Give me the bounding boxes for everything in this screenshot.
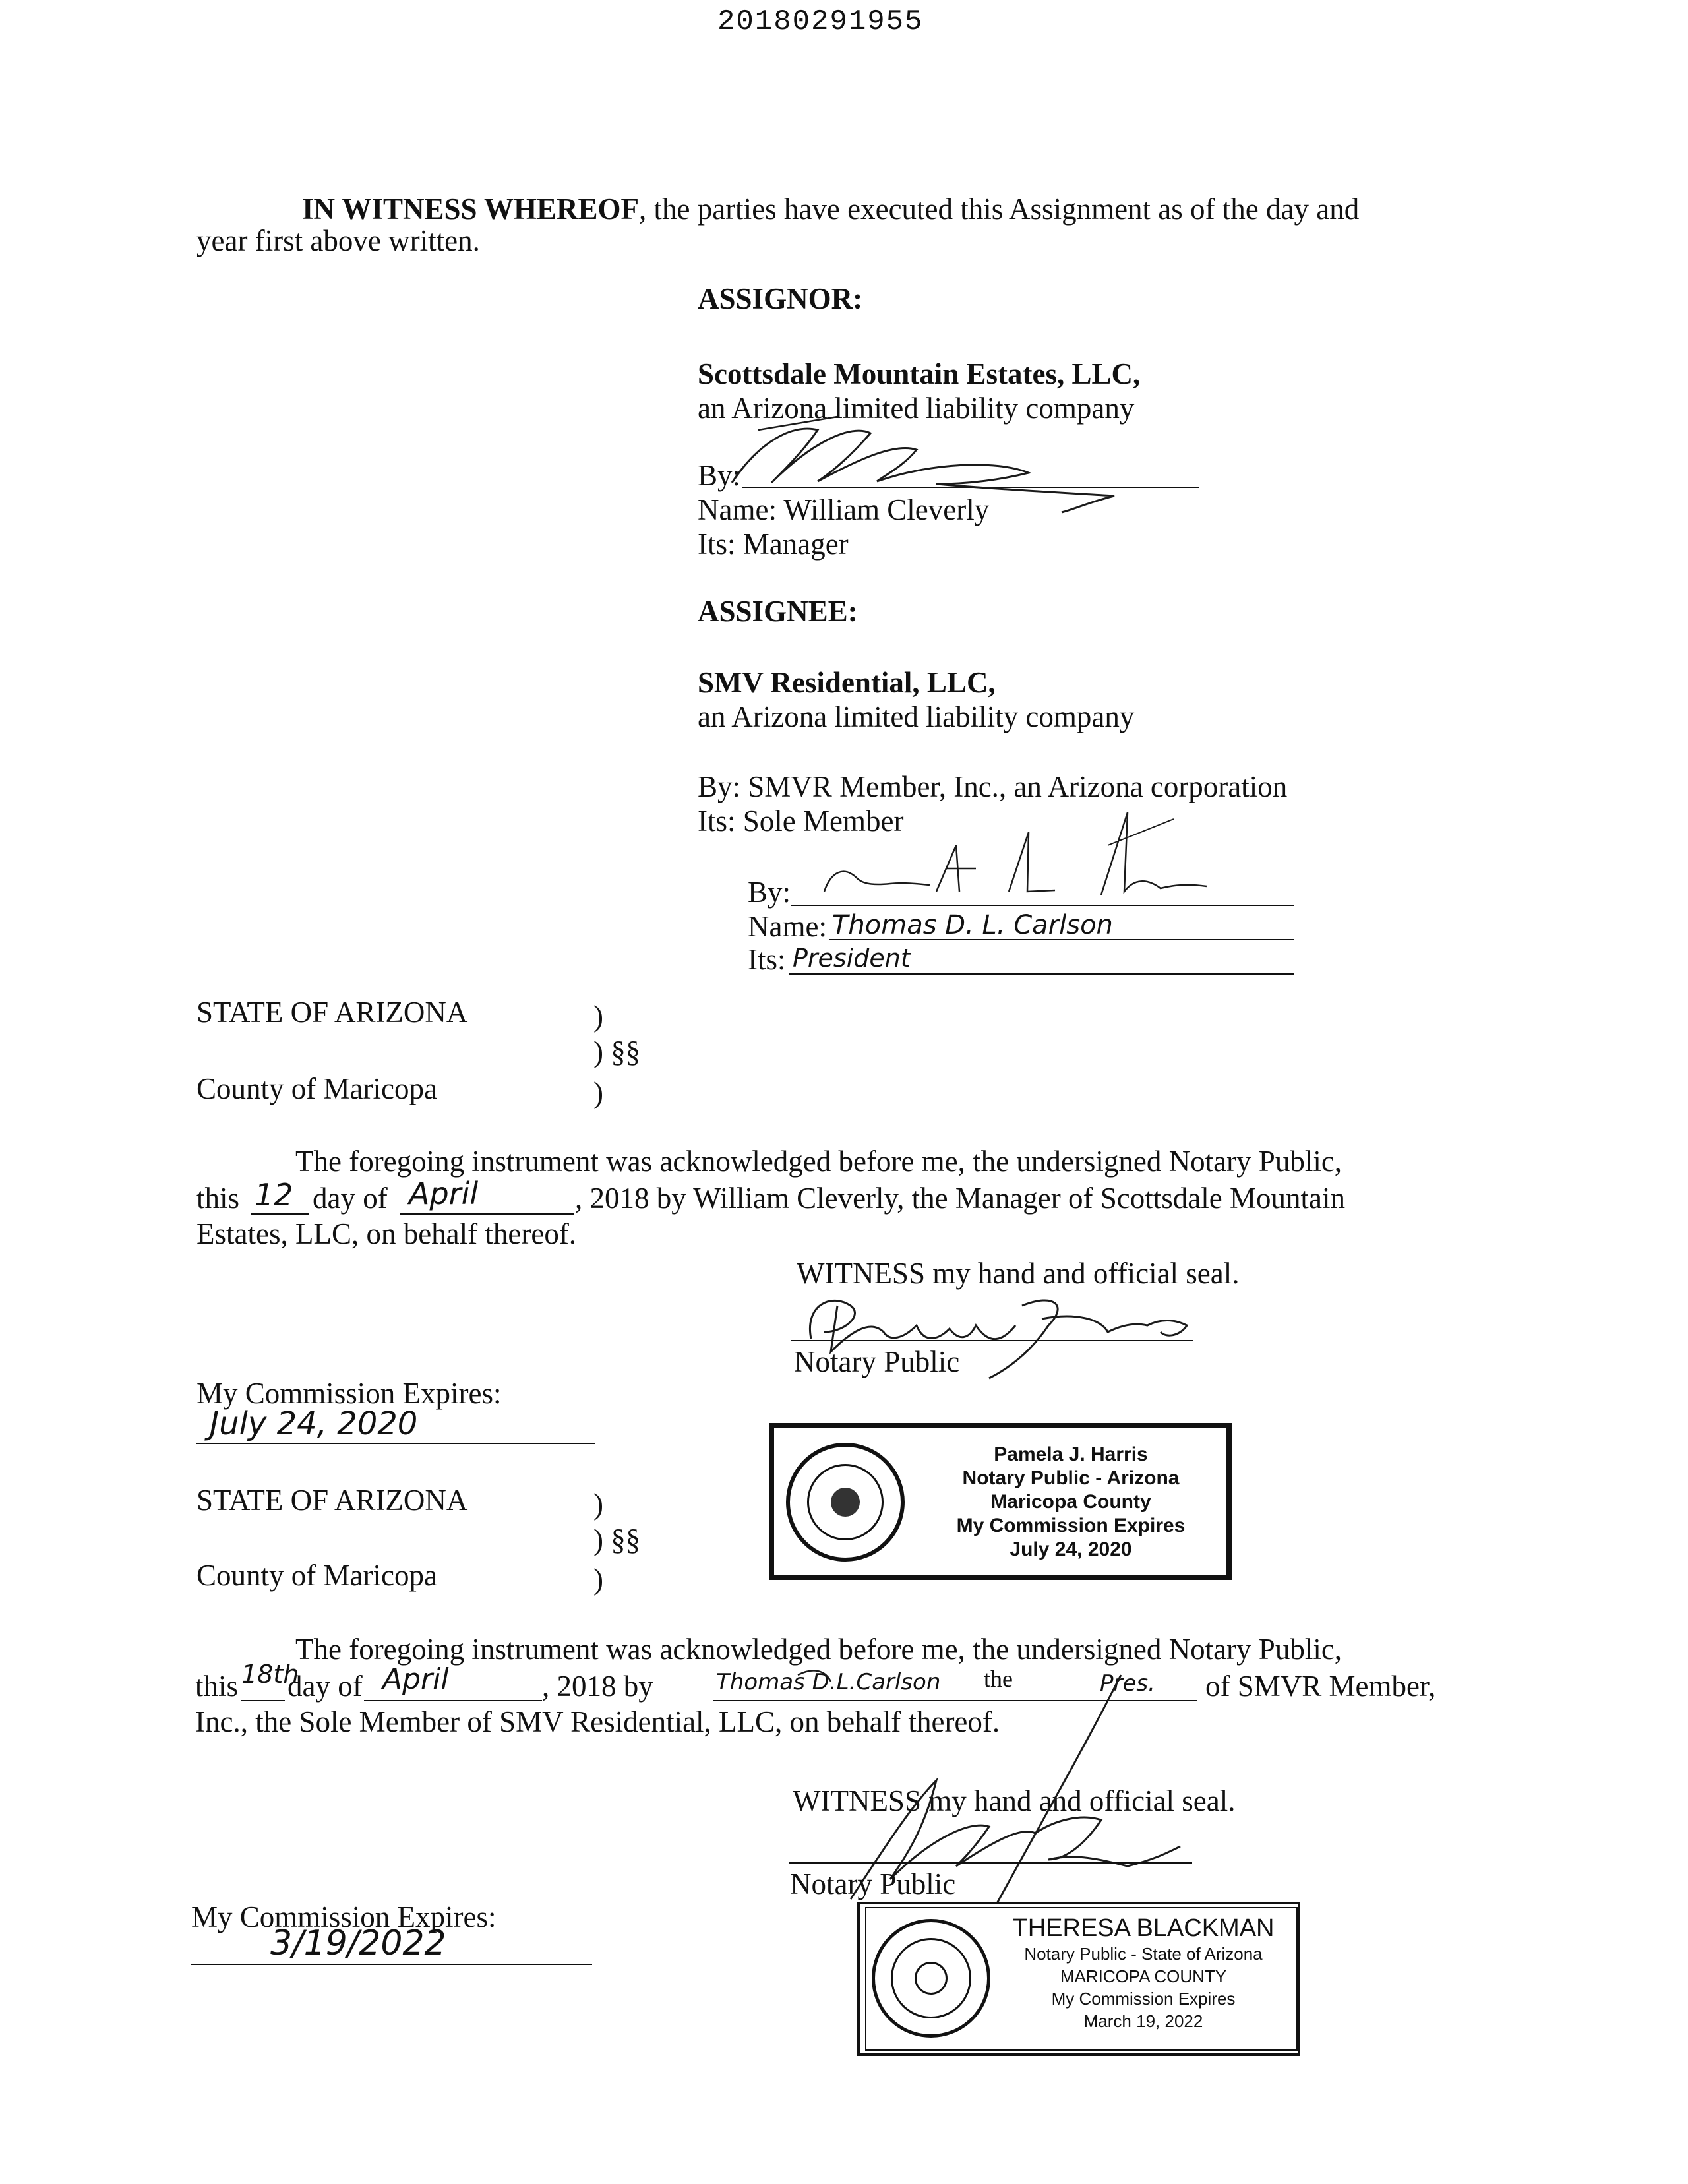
document-number: 20180291955 (717, 5, 924, 38)
assignee-sub-name-label: Name: (748, 910, 827, 943)
assignor-entity: Scottsdale Mountain Estates, LLC, (698, 357, 1141, 390)
seal1-commission: My Commission Expires (956, 1515, 1186, 1536)
arizona-state-seal-icon (872, 1919, 990, 2038)
ack2-notary-line (789, 1862, 1192, 1864)
ack2-notary-public: Notary Public (790, 1867, 956, 1900)
ack2-day-of: day of (287, 1670, 363, 1703)
assignor-by-label: By: (698, 459, 741, 492)
ack1-this: this (196, 1182, 240, 1215)
ack2-commission-label: My Commission Expires: (191, 1900, 497, 1933)
seal2-title: Notary Public - State of Arizona (1024, 1944, 1263, 1964)
assignee-by-line: By: SMVR Member, Inc., an Arizona corporation (698, 770, 1288, 803)
ack1-section-symbol: ) §§ (593, 1035, 641, 1068)
assignee-sub-by-label: By: (748, 876, 791, 909)
assignee-name-line (829, 939, 1294, 940)
ack2-line1: The foregoing instrument was acknowledged before me, the undersigned Notary Public, (295, 1633, 1342, 1666)
ack2-day-line (241, 1700, 285, 1701)
assignor-description: an Arizona limited liability company (698, 392, 1135, 425)
seal2-commission: My Commission Expires (1051, 1989, 1236, 2009)
ack2-commission-line (191, 1964, 592, 1965)
ack2-witness-seal: WITNESS my hand and official seal. (793, 1784, 1236, 1817)
assignee-sub-its-label: Its: (748, 943, 786, 976)
witness-clause-bold: IN WITNESS WHEREOF (302, 193, 639, 226)
assignee-description: an Arizona limited liability company (698, 700, 1135, 733)
seal1-name: Pamela J. Harris (994, 1443, 1148, 1465)
seal1-date: July 24, 2020 (1010, 1538, 1132, 1560)
assignor-heading: ASSIGNOR: (698, 282, 863, 315)
notary-seal-theresa-blackman (857, 1902, 1300, 2056)
assignee-its-line: Its: Sole Member (698, 804, 904, 837)
ack1-commission-label: My Commission Expires: (196, 1377, 502, 1410)
ack2-line3: Inc., the Sole Member of SMV Residential, LLC, on behalf thereof. (195, 1705, 1000, 1738)
assignee-signature (818, 806, 1213, 905)
assignee-its-line (789, 973, 1294, 975)
ack1-month-handwritten: April (409, 1176, 479, 1211)
ack2-the: the (984, 1666, 1013, 1692)
ack1-commission-line (196, 1443, 595, 1444)
ack2-this: this (195, 1670, 239, 1703)
assignee-entity: SMV Residential, LLC, (698, 666, 996, 699)
ack1-line2-rest: , 2018 by William Cleverly, the Manager of Scottsdale Mountain (575, 1182, 1345, 1215)
ack1-month-line (400, 1213, 574, 1215)
ack2-title-handwritten: Pres. (1100, 1670, 1155, 1697)
ack2-year-by: , 2018 by (542, 1670, 653, 1703)
seal2-name: THERESA BLACKMAN (1012, 1914, 1275, 1942)
witness-clause-rest: , the parties have executed this Assignment as of the day and (639, 193, 1360, 226)
seal1-county: Maricopa County (990, 1491, 1151, 1513)
assignor-its: Its: Manager (698, 528, 849, 561)
assignee-heading: ASSIGNEE: (698, 595, 858, 628)
seal2-county: MARICOPA COUNTY (1060, 1966, 1227, 1986)
ack2-month-handwritten: April (382, 1662, 449, 1696)
assignee-signature-line (791, 905, 1294, 906)
ack1-line1: The foregoing instrument was acknowledged before me, the undersigned Notary Public, (295, 1145, 1342, 1178)
ack1-paren-bottom: ) (593, 1076, 603, 1109)
arizona-state-seal-icon (786, 1443, 905, 1562)
ack1-notary-public: Notary Public (794, 1345, 960, 1378)
ack2-name-handwritten: Thomas D.L.Carlson (716, 1669, 941, 1695)
assignee-sub-name-handwritten: Thomas D. L. Carlson (832, 910, 1113, 940)
seal1-title: Notary Public - Arizona (962, 1467, 1180, 1489)
witness-clause-line2: year first above written. (196, 224, 480, 257)
ack2-section-symbol: ) §§ (593, 1523, 641, 1556)
ack2-line2-end: of SMVR Member, (1205, 1670, 1436, 1703)
assignor-name: Name: William Cleverly (698, 493, 990, 526)
ack2-state: STATE OF ARIZONA (196, 1484, 468, 1517)
notary-seal-pamela-harris (769, 1423, 1232, 1580)
ack1-commission-handwritten: July 24, 2020 (210, 1405, 418, 1442)
ack1-day-handwritten: 12 (255, 1177, 293, 1213)
ack1-state: STATE OF ARIZONA (196, 996, 468, 1029)
ack2-county: County of Maricopa (196, 1559, 437, 1592)
ack1-line3: Estates, LLC, on behalf thereof. (196, 1217, 577, 1250)
ack1-witness-seal: WITNESS my hand and official seal. (797, 1257, 1240, 1290)
ack1-county: County of Maricopa (196, 1072, 437, 1105)
witness-clause-line1 (302, 193, 1359, 227)
ack2-commission-handwritten: 3/19/2022 (270, 1924, 446, 1963)
ack1-day-of: day of (313, 1182, 388, 1215)
ack1-day-line (251, 1213, 309, 1215)
ack2-paren-top: ) (593, 1488, 603, 1521)
ack2-month-line (364, 1700, 542, 1701)
ack1-paren-top: ) (593, 1000, 603, 1033)
ack2-day-handwritten: 18th (241, 1660, 299, 1689)
seal2-date: March 19, 2022 (1083, 2011, 1203, 2031)
ack1-notary-line (791, 1340, 1193, 1341)
ack2-paren-bottom: ) (593, 1563, 603, 1596)
assignee-sub-its-handwritten: President (793, 944, 911, 973)
